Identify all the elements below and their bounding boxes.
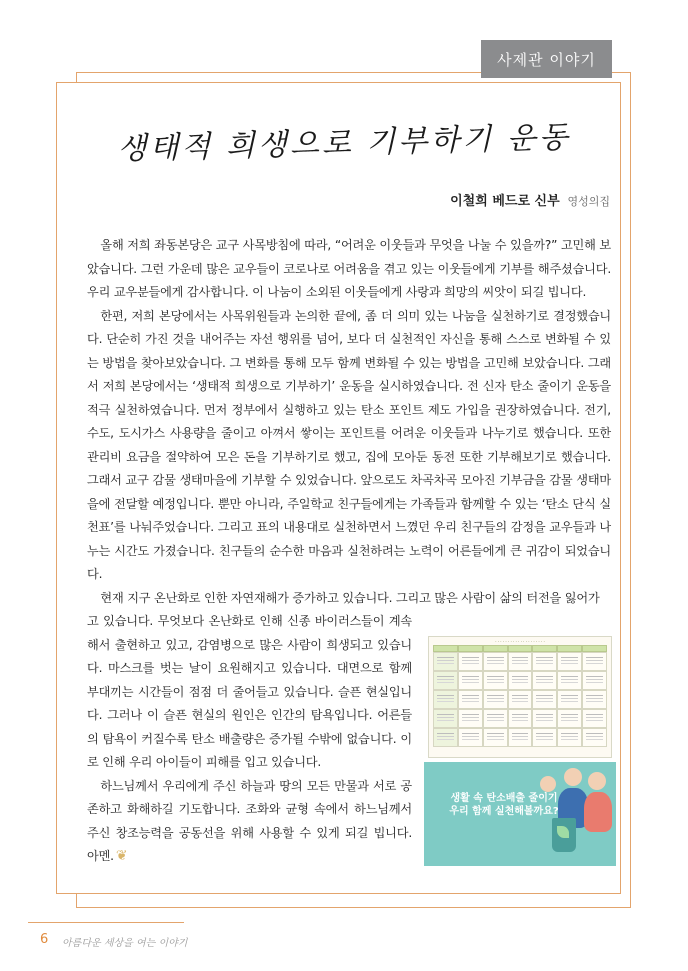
author-parish: 영성의집 [567, 195, 610, 208]
magazine-title: 아름다운 세상을 여는 이야기 [62, 938, 188, 949]
paragraph-1: 올해 저희 좌동본당은 교구 사목방침에 따라, “어려운 이웃들과 무엇을 나눌 수 있을까?” 고민해 보았습니다. 그런 가운데 많은 교우들이 코로나로 어려움을 겪고 있는 이웃들에게 기부를 해주셨습니다. 우리 교우분들에게 감사합니다. 이 나눔이 소외된 이웃들에게 사랑과 희망의 씨앗이 되길 빕니다. [87, 238, 611, 299]
footer-rule [28, 922, 184, 923]
poster-caption: 생활 속 탄소배출 줄이기 우리 함께 실천해볼까요? [449, 793, 559, 817]
leaf-icon: ❦ [115, 848, 128, 864]
paragraph-3: 현재 지구 온난화로 인한 자연재해가 증가하고 있습니다. 그리고 많은 사람이 삶의 터전을 잃어가 [100, 590, 600, 605]
paragraph-3-continued: 고 있습니다. 무엇보다 온난화로 인해 신종 바이러스들이 계속 해서 출현하고 있고, 감염병으로 많은 사람이 희생되고 있습니다. 마스크를 벗는 날이 요원해지고 있습니다. 대면으로 함께 부대끼는 시간들이 점점 더 줄어들고 있습니다. 슬픈 현실입니다. 그러나 이 슬픈 현실의 원인은 인간의 탐욕입니다. 어른들의 탐욕이 커질수록 탄소 배출량은 증가될 수밖에 없습니다. 이로 인해 우리 아이들이 피해를 입고 있습니다. [87, 614, 412, 769]
carbon-fasting-chart-image [428, 636, 612, 758]
article-body-narrow [87, 610, 412, 869]
poster-person-figure [540, 776, 556, 792]
chart-grid [433, 645, 607, 747]
chart-header-decoration: · · · · · · · · · · · · · · · · · · · · [495, 639, 545, 644]
poster-person-body [584, 792, 612, 832]
poster-leaf-icon [557, 826, 569, 838]
author-name: 이철희 베드로 신부 [450, 194, 560, 209]
paragraph-4 [87, 775, 412, 869]
byline [450, 190, 610, 209]
poster-person-figure [588, 772, 606, 790]
poster-person-figure [564, 768, 582, 786]
page-number: 6 [40, 932, 49, 947]
closing-prayer: 하느님께서 우리에게 주신 하늘과 땅의 모든 만물과 서로 공존하고 화해하길 기도합니다. 조화와 균형 속에서 하느님께서 주신 창조능력을 공동선을 위해 사용할 수 있게 되길 빕니다. 아멘. [87, 778, 412, 863]
paragraph-2: 한편, 저희 본당에서는 사목위원들과 논의한 끝에, 좀 더 의미 있는 나눔을 실천하기로 결정했습니다. 단순히 가진 것을 내어주는 자선 행위를 넘어, 보다 더 실천적인 자신을 통해 스스로 변화될 수 있는 방법을 찾아보았습니다. 그 변화를 통해 모두 함께 변화될 수 있는 방법을 고민해 보았습니다. 그래서 저희 본당에서는 ‘생태적 희생으로 기부하기’ 운동을 실시하였습니다. 전 신자 탄소 줄이기 운동을 적극 실천하였습니다. 먼저 정부에서 실행하고 있는 탄소 포인트 제도 가입을 권장하였습니다. 전기, 수도, 도시가스 사용량을 줄이고 아껴서 쌓이는 포인트를 어려운 이웃들과 나누기로 했습니다. 또한 관리비 요금을 절약하여 모은 돈을 기부하기로 했고, 집에 모아둔 동전 또한 기부해보기로 했습니다. 그래서 교구 감물 생태마을에 기부할 수 있었습니다. 앞으로도 차곡차곡 모아진 기부금을 감물 생태마을에 전달할 예정입니다. 뿐만 아니라, 주일학교 친구들에게는 가족들과 함께할 수 있는 ‘탄소 단식 실천표’를 나눠주었습니다. 그리고 표의 내용대로 실천하면서 느꼈던 우리 친구들의 감정을 교우들과 나누는 시간도 가졌습니다. 친구들의 순수한 마음과 실천하려는 노력이 어른들에게 큰 귀감이 되었습니다. [87, 308, 611, 581]
section-tab: 사제관 이야기 [481, 40, 612, 78]
article-title: 생태적 희생으로 기부하기 운동 [117, 120, 572, 167]
campaign-poster-image [424, 762, 616, 866]
article-body [87, 234, 611, 610]
